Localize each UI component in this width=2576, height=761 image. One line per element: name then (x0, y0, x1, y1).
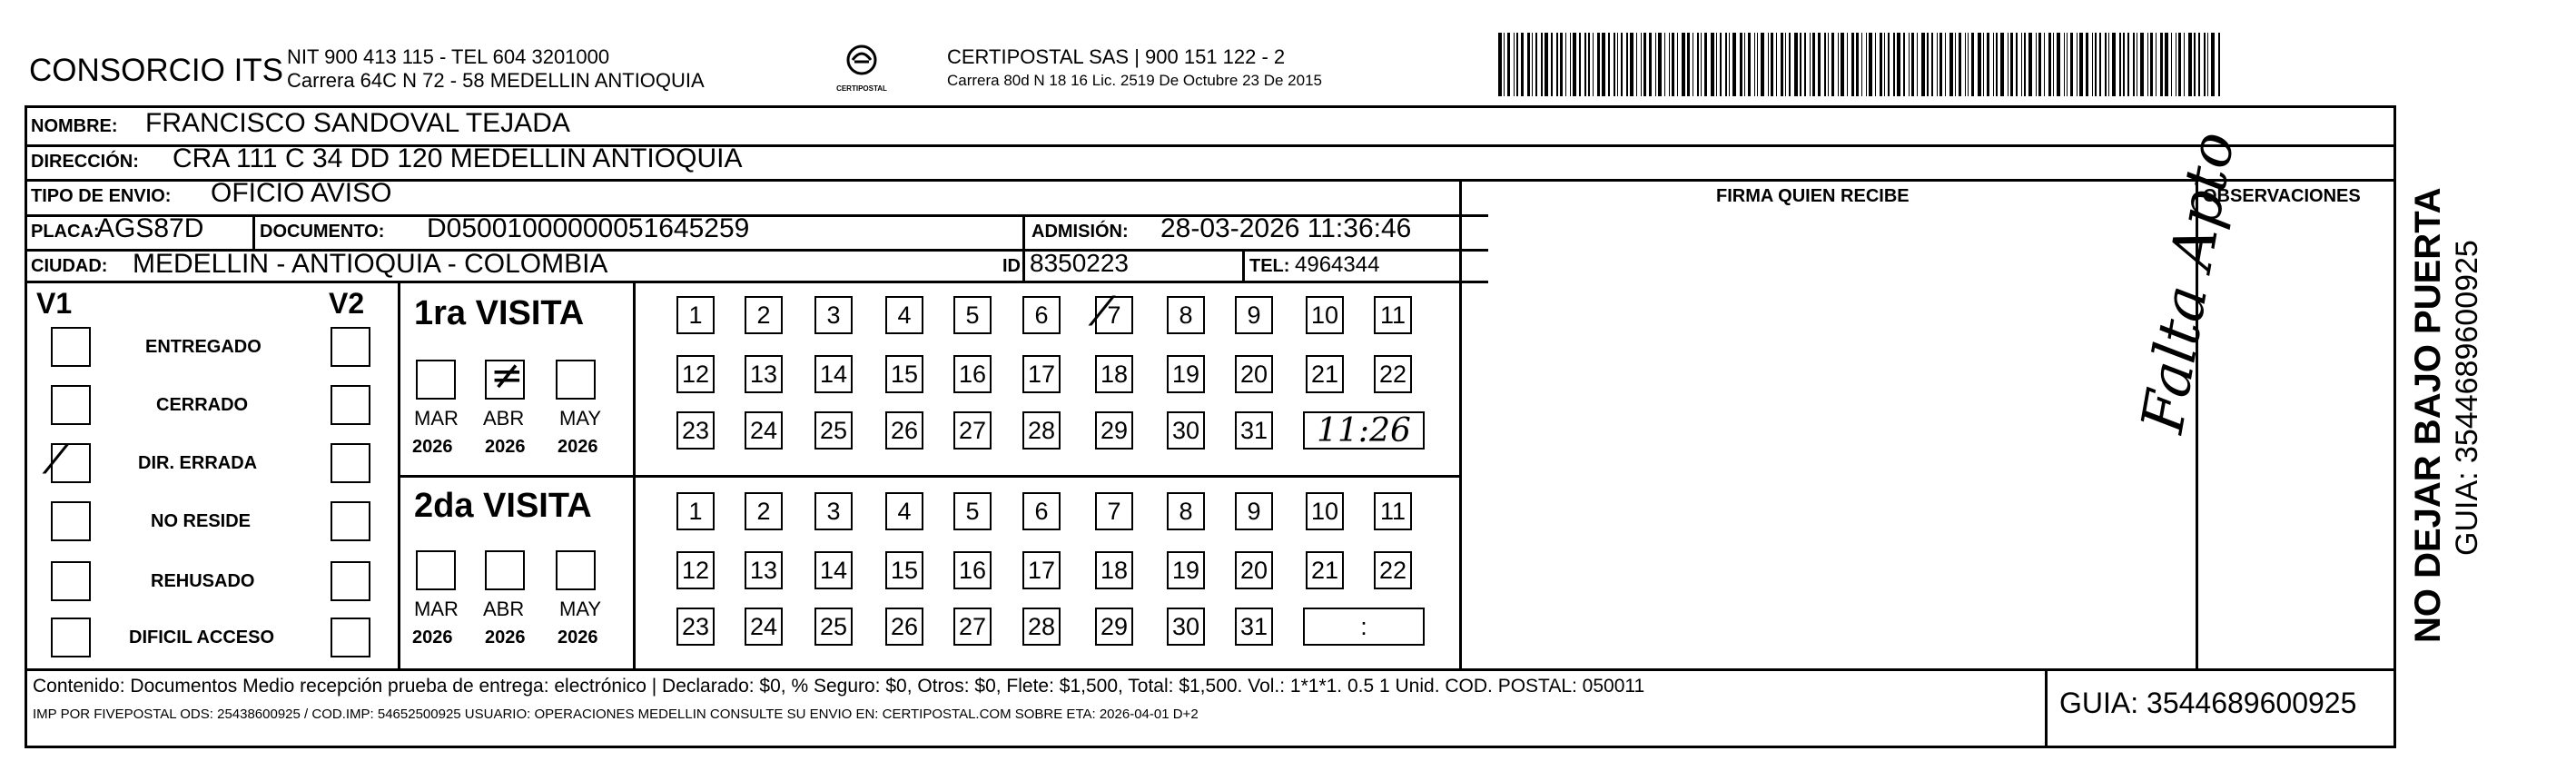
v2-label: V2 (329, 287, 365, 320)
barcode-bar (1588, 33, 1589, 96)
barcode-bar (2178, 33, 2181, 96)
barcode (1498, 33, 2223, 96)
document-label: DOCUMENTO: (260, 222, 385, 242)
first-visit-day-6[interactable]: 6 (1022, 296, 1061, 334)
barcode-bar (2204, 33, 2205, 96)
barcode-bar (2171, 33, 2172, 96)
first-visit-month-mar[interactable] (416, 360, 456, 400)
id-value: 8350223 (1030, 249, 1130, 277)
barcode-bar (1507, 33, 1510, 96)
second-visit-month-abr[interactable] (485, 550, 525, 590)
v2-checkbox-cerrado[interactable] (331, 385, 370, 425)
city-label: CIUDAD: (31, 256, 108, 276)
barcode-bar (1761, 33, 1764, 96)
second-visit-day-14[interactable]: 14 (814, 551, 853, 589)
barcode-bar (2188, 33, 2192, 96)
first-visit-day-check-mark: ⁄ (1099, 289, 1106, 335)
barcode-bar (2021, 33, 2022, 96)
second-visit-day-29[interactable]: 29 (1095, 608, 1133, 646)
barcode-bar (1584, 33, 1587, 96)
second-visit-day-28[interactable]: 28 (1022, 608, 1061, 646)
barcode-bar (2207, 33, 2208, 96)
first-visit-day-15[interactable]: 15 (885, 355, 923, 393)
barcode-bar (2095, 33, 2096, 96)
barcode-bar (1959, 33, 1961, 96)
second-visit-day-22[interactable]: 22 (1374, 551, 1412, 589)
first-visit-day-9[interactable]: 9 (1235, 296, 1273, 334)
barcode-bar (1888, 33, 1889, 96)
second-visit-day-16[interactable]: 16 (953, 551, 992, 589)
barcode-bar (2028, 33, 2032, 96)
barcode-bar (1838, 33, 1839, 96)
barcode-bar (2119, 33, 2122, 96)
barcode-bar (1697, 33, 1698, 96)
barcode-bar (1551, 33, 1552, 96)
barcode-bar (1516, 33, 1517, 96)
barcode-bar (1810, 33, 1811, 96)
barcode-bar (1664, 33, 1665, 96)
barcode-bar (1597, 33, 1600, 96)
barcode-bar (2000, 33, 2004, 96)
barcode-bar (2092, 33, 2093, 96)
side-guide: GUIA: 3544689600925 (2450, 240, 2484, 556)
v2-checkbox-entregado[interactable] (331, 327, 370, 367)
second-visit-day-15[interactable]: 15 (885, 551, 923, 589)
barcode-bar (1701, 33, 1702, 96)
first-visit-day-31[interactable]: 31 (1235, 411, 1273, 450)
barcode-bar (1794, 33, 1798, 96)
first-visit-day-20[interactable]: 20 (1235, 355, 1273, 393)
barcode-bar (2156, 33, 2157, 96)
barcode-bar (1831, 33, 1834, 96)
barcode-bar (1565, 33, 1566, 96)
observation-handwritten: Falta Apto (2129, 126, 2249, 438)
first-visit-day-13[interactable]: 13 (745, 355, 783, 393)
barcode-bar (2133, 33, 2134, 96)
second-visit-day-20[interactable]: 20 (1235, 551, 1273, 589)
v1-label: V1 (36, 287, 73, 320)
barcode-bar (2184, 33, 2185, 96)
first-visit-day-3[interactable]: 3 (814, 296, 853, 334)
first-visit-abr-check-mark: ≠ (490, 352, 524, 399)
first-visit-may-label: MAY (559, 407, 602, 430)
status-no-reside: NO RESIDE (151, 511, 252, 531)
barcode-bar (1655, 33, 1656, 96)
v1-checkbox-no-reside[interactable] (51, 501, 91, 541)
address-label: DIRECCIÓN: (31, 152, 139, 172)
first-visit-day-7[interactable]: 7 (1095, 296, 1133, 334)
first-visit-day-10[interactable]: 10 (1306, 296, 1344, 334)
barcode-bar (1893, 33, 1896, 96)
barcode-bar (1514, 33, 1515, 96)
barcode-bar (1804, 33, 1805, 96)
barcode-bar (2140, 33, 2144, 96)
first-visit-abr-label: ABR (483, 407, 525, 430)
barcode-bar (1968, 33, 1969, 96)
barcode-bar (2160, 33, 2163, 96)
barcode-bar (2057, 33, 2060, 96)
observations-header: OBSERVACIONES (2203, 186, 2361, 206)
barcode-bar (1931, 33, 1932, 96)
barcode-bar (1851, 33, 1854, 96)
barcode-bar (1729, 33, 1730, 96)
second-visit-abr-label: ABR (483, 598, 525, 620)
barcode-bar (1824, 33, 1825, 96)
barcode-bar (2127, 33, 2130, 96)
company-name: CONSORCIO ITS (29, 53, 284, 88)
barcode-bar (1521, 33, 1525, 96)
second-visit-year-may: 2026 (558, 628, 598, 647)
barcode-bar (1983, 33, 1984, 96)
v1-checkbox-rehusado[interactable] (51, 561, 91, 601)
second-visit-day-30[interactable]: 30 (1167, 608, 1205, 646)
first-visit-day-24[interactable]: 24 (745, 411, 783, 450)
second-visit-title: 2da VISITA (414, 487, 592, 525)
shipment-type: OFICIO AVISO (211, 178, 392, 208)
plate-value: AGS87D (96, 213, 204, 243)
status-cerrado: CERRADO (156, 395, 249, 415)
first-visit-mar-label: MAR (414, 407, 459, 430)
barcode-bar (1818, 33, 1821, 96)
first-visit-day-23[interactable]: 23 (676, 411, 715, 450)
second-visit-day-12[interactable]: 12 (676, 551, 715, 589)
first-visit-day-22[interactable]: 22 (1374, 355, 1412, 393)
v1-dir-errada-check-mark: ⁄ (53, 437, 60, 483)
barcode-bar (1939, 33, 1942, 96)
first-visit-day-21[interactable]: 21 (1306, 355, 1344, 393)
barcode-bar (2036, 33, 2037, 96)
footer-guide: GUIA: 3544689600925 (2059, 687, 2357, 719)
barcode-bar (2147, 33, 2148, 96)
barcode-bar (1856, 33, 1859, 96)
barcode-bar (1573, 33, 1576, 96)
document-value: D05001000000051645259 (427, 213, 750, 243)
barcode-bar (2070, 33, 2073, 96)
barcode-bar (1884, 33, 1885, 96)
barcode-bar (1570, 33, 1571, 96)
second-visit-day-31[interactable]: 31 (1235, 608, 1273, 646)
second-visit-day-18[interactable]: 18 (1095, 551, 1133, 589)
barcode-bar (1579, 33, 1580, 96)
first-visit-day-2[interactable]: 2 (745, 296, 783, 334)
first-visit-day-18[interactable]: 18 (1095, 355, 1133, 393)
second-visit-day-17[interactable]: 17 (1022, 551, 1061, 589)
barcode-bar (2105, 33, 2106, 96)
second-visit-day-4[interactable]: 4 (885, 492, 923, 530)
first-visit-title: 1ra VISITA (414, 294, 585, 332)
barcode-bar (2218, 33, 2221, 96)
barcode-bar (1847, 33, 1848, 96)
v2-checkbox-rehusado[interactable] (331, 561, 370, 601)
barcode-bar (1658, 33, 1662, 96)
second-visit-day-1[interactable]: 1 (676, 492, 715, 530)
second-visit-day-24[interactable]: 24 (745, 608, 783, 646)
barcode-bar (1993, 33, 1994, 96)
second-visit-day-19[interactable]: 19 (1167, 551, 1205, 589)
barcode-bar (1716, 33, 1717, 96)
barcode-bar (1593, 33, 1594, 96)
barcode-bar (2067, 33, 2068, 96)
city-value: MEDELLIN - ANTIOQUIA - COLOMBIA (133, 249, 608, 279)
barcode-bar (1965, 33, 1966, 96)
footer-contents: Contenido: Documentos Medio recepción prueba de entrega: electrónico | Declarado: $0, % Seguro: $0, Otros: $0, Flete: $1,500, Total: $1,500. Vol.: 1*1*1. 0.5 1 Unid. COD. POSTAL: 050011 (33, 676, 1645, 697)
barcode-bar (1880, 33, 1882, 96)
barcode-bar (1757, 33, 1758, 96)
second-visit-month-may[interactable] (556, 550, 596, 590)
barcode-bar (1903, 33, 1904, 96)
v2-checkbox-dir-errada[interactable] (331, 443, 370, 483)
status-dificil-acceso: DIFICIL ACCESO (129, 628, 275, 647)
barcode-bar (2211, 33, 2215, 96)
first-visit-day-11[interactable]: 11 (1374, 296, 1412, 334)
barcode-bar (2150, 33, 2153, 96)
barcode-bar (1785, 33, 1786, 96)
first-visit-day-4[interactable]: 4 (885, 296, 923, 334)
second-visit-day-2[interactable]: 2 (745, 492, 783, 530)
tel-label: TEL: (1249, 256, 1290, 276)
first-visit-day-30[interactable]: 30 (1167, 411, 1205, 450)
shipment-label: TIPO DE ENVIO: (31, 186, 172, 206)
barcode-bar (1682, 33, 1685, 96)
second-visit-day-11[interactable]: 11 (1374, 492, 1412, 530)
barcode-bar (1687, 33, 1690, 96)
barcode-bar (1545, 33, 1548, 96)
barcode-bar (1978, 33, 1981, 96)
barcode-bar (1841, 33, 1844, 96)
barcode-bar (2048, 33, 2051, 96)
barcode-bar (1669, 33, 1670, 96)
first-visit-year-mar: 2026 (412, 437, 453, 457)
plate-label: PLACA: (31, 222, 100, 242)
barcode-bar (1955, 33, 1956, 96)
first-visit-day-8[interactable]: 8 (1167, 296, 1205, 334)
barcode-bar (1828, 33, 1829, 96)
first-visit-day-14[interactable]: 14 (814, 355, 853, 393)
status-rehusado: REHUSADO (151, 571, 255, 591)
barcode-bar (2086, 33, 2088, 96)
barcode-bar (1875, 33, 1876, 96)
certipostal-logo (835, 40, 888, 94)
barcode-bar (1649, 33, 1652, 96)
barcode-bar (1789, 33, 1790, 96)
first-visit-time-field[interactable]: 11:26 (1303, 411, 1425, 450)
barcode-bar (1812, 33, 1815, 96)
barcode-bar (1621, 33, 1624, 96)
second-visit-day-10[interactable]: 10 (1306, 492, 1344, 530)
barcode-bar (2038, 33, 2041, 96)
barcode-bar (1720, 33, 1722, 96)
barcode-bar (1971, 33, 1974, 96)
first-visit-month-may[interactable] (556, 360, 596, 400)
barcode-bar (2165, 33, 2168, 96)
barcode-bar (1541, 33, 1544, 96)
barcode-bar (1927, 33, 1930, 96)
barcode-bar (1527, 33, 1530, 96)
barcode-bar (1602, 33, 1605, 96)
barcode-bar (1704, 33, 1707, 96)
second-visit-day-5[interactable]: 5 (953, 492, 992, 530)
v1-checkbox-entregado[interactable] (51, 327, 91, 367)
certipostal-logo-icon (835, 40, 888, 94)
second-visit-day-3[interactable]: 3 (814, 492, 853, 530)
barcode-bar (1711, 33, 1714, 96)
barcode-bar (1917, 33, 1918, 96)
barcode-bar (1617, 33, 1618, 96)
barcode-bar (1560, 33, 1563, 96)
second-visit-time-field[interactable]: : (1303, 608, 1425, 646)
barcode-bar (1909, 33, 1910, 96)
tel-value: 4964344 (1295, 252, 1380, 277)
barcode-bar (1771, 33, 1773, 96)
barcode-bar (1776, 33, 1777, 96)
barcode-bar (2123, 33, 2124, 96)
first-visit-day-12[interactable]: 12 (676, 355, 715, 393)
first-visit-day-26[interactable]: 26 (885, 411, 923, 450)
first-visit-day-17[interactable]: 17 (1022, 355, 1061, 393)
barcode-bar (2044, 33, 2045, 96)
v1-checkbox-cerrado[interactable] (51, 385, 91, 425)
first-visit-year-abr: 2026 (485, 437, 526, 457)
barcode-bar (1732, 33, 1736, 96)
barcode-bar (2099, 33, 2102, 96)
barcode-bar (1921, 33, 1925, 96)
first-visit-day-29[interactable]: 29 (1095, 411, 1133, 450)
second-visit-mar-label: MAR (414, 598, 459, 620)
barcode-bar (1996, 33, 1997, 96)
barcode-bar (1556, 33, 1559, 96)
v2-checkbox-no-reside[interactable] (331, 501, 370, 541)
barcode-bar (1911, 33, 1914, 96)
barcode-bar (2016, 33, 2018, 96)
barcode-bar (2053, 33, 2054, 96)
barcode-bar (1754, 33, 1755, 96)
barcode-bar (2194, 33, 2195, 96)
second-visit-may-label: MAY (559, 598, 602, 620)
second-visit-day-6[interactable]: 6 (1022, 492, 1061, 530)
second-visit-day-9[interactable]: 9 (1235, 492, 1273, 530)
barcode-bar (1740, 33, 1742, 96)
first-visit-day-25[interactable]: 25 (814, 411, 853, 450)
second-visit-month-mar[interactable] (416, 550, 456, 590)
barcode-bar (2198, 33, 2201, 96)
barcode-bar (2077, 33, 2078, 96)
barcode-bar (1768, 33, 1769, 96)
barcode-bar (1532, 33, 1533, 96)
barcode-bar (1861, 33, 1862, 96)
barcode-bar (1869, 33, 1872, 96)
barcode-bar (1677, 33, 1678, 96)
barcode-bar (1636, 33, 1637, 96)
company-address: Carrera 64C N 72 - 58 MEDELLIN ANTIOQUIA (287, 69, 705, 92)
second-visit-day-13[interactable]: 13 (745, 551, 783, 589)
barcode-bar (1781, 33, 1783, 96)
v2-checkbox-dificil-acceso[interactable] (331, 618, 370, 657)
barcode-bar (1498, 33, 1502, 96)
second-visit-year-abr: 2026 (485, 628, 526, 647)
first-visit-day-1[interactable]: 1 (676, 296, 715, 334)
certipostal-logo-text: CERTIPOSTAL (836, 84, 887, 93)
barcode-bar (2064, 33, 2065, 96)
barcode-bar (1937, 33, 1938, 96)
barcode-bar (1504, 33, 1505, 96)
admission-label: ADMISIÓN: (1031, 222, 1129, 242)
second-visit-year-mar: 2026 (412, 628, 453, 647)
barcode-bar (1643, 33, 1646, 96)
barcode-bar (1866, 33, 1867, 96)
v1-checkbox-dificil-acceso[interactable] (51, 618, 91, 657)
second-visit-day-21[interactable]: 21 (1306, 551, 1344, 589)
barcode-bar (1608, 33, 1611, 96)
name-label: NOMBRE: (31, 116, 118, 136)
signature-header: FIRMA QUIEN RECIBE (1716, 186, 1910, 206)
recipient-name: FRANCISCO SANDOVAL TEJADA (145, 108, 570, 138)
barcode-bar (1800, 33, 1802, 96)
second-visit-day-8[interactable]: 8 (1167, 492, 1205, 530)
barcode-bar (1897, 33, 1900, 96)
first-visit-day-5[interactable]: 5 (953, 296, 992, 334)
first-visit-day-16[interactable]: 16 (953, 355, 992, 393)
first-visit-year-may: 2026 (558, 437, 598, 457)
status-dir-errada: DIR. ERRADA (138, 453, 258, 473)
barcode-bar (1748, 33, 1751, 96)
footer-imp: IMP POR FIVEPOSTAL ODS: 25438600925 / COD.IMP: 54652500925 USUARIO: OPERACIONES MEDELLIN CONSULTE SU ENVIO EN: CERTIPOSTAL.COM SOBRE ETA: 2026-04-01 D+2 (33, 707, 1199, 722)
carrier-address: Carrera 80d N 18 16 Lic. 2519 De Octubre 23 De 2015 (947, 72, 1322, 89)
barcode-bar (2112, 33, 2116, 96)
barcode-bar (1535, 33, 1536, 96)
barcode-bar (1672, 33, 1674, 96)
barcode-bar (2024, 33, 2025, 96)
second-visit-day-25[interactable]: 25 (814, 608, 853, 646)
first-visit-day-27[interactable]: 27 (953, 411, 992, 450)
barcode-bar (2010, 33, 2013, 96)
recipient-address: CRA 111 C 34 DD 120 MEDELLIN ANTIOQUIA (173, 143, 743, 173)
barcode-bar (1630, 33, 1633, 96)
carrier-name: CERTIPOSTAL SAS | 900 151 122 - 2 (947, 45, 1286, 68)
barcode-bar (2108, 33, 2109, 96)
second-visit-day-26[interactable]: 26 (885, 608, 923, 646)
id-label: ID: (1002, 256, 1027, 276)
second-visit-day-23[interactable]: 23 (676, 608, 715, 646)
side-warning: NO DEJAR BAJO PUERTA (2408, 187, 2448, 643)
admission-value: 28-03-2026 11:36:46 (1160, 213, 1412, 243)
company-nit: NIT 900 413 115 - TEL 604 3201000 (287, 45, 610, 68)
barcode-bar (1945, 33, 1946, 96)
first-visit-day-19[interactable]: 19 (1167, 355, 1205, 393)
barcode-bar (1641, 33, 1642, 96)
status-entregado: ENTREGADO (145, 337, 262, 357)
first-visit-day-28[interactable]: 28 (1022, 411, 1061, 450)
barcode-bar (2079, 33, 2083, 96)
barcode-bar (1744, 33, 1745, 96)
barcode-bar (1626, 33, 1627, 96)
barcode-bar (1987, 33, 1989, 96)
barcode-bar (1725, 33, 1726, 96)
second-visit-day-27[interactable]: 27 (953, 608, 992, 646)
second-visit-day-7[interactable]: 7 (1095, 492, 1133, 530)
barcode-bar (1949, 33, 1953, 96)
